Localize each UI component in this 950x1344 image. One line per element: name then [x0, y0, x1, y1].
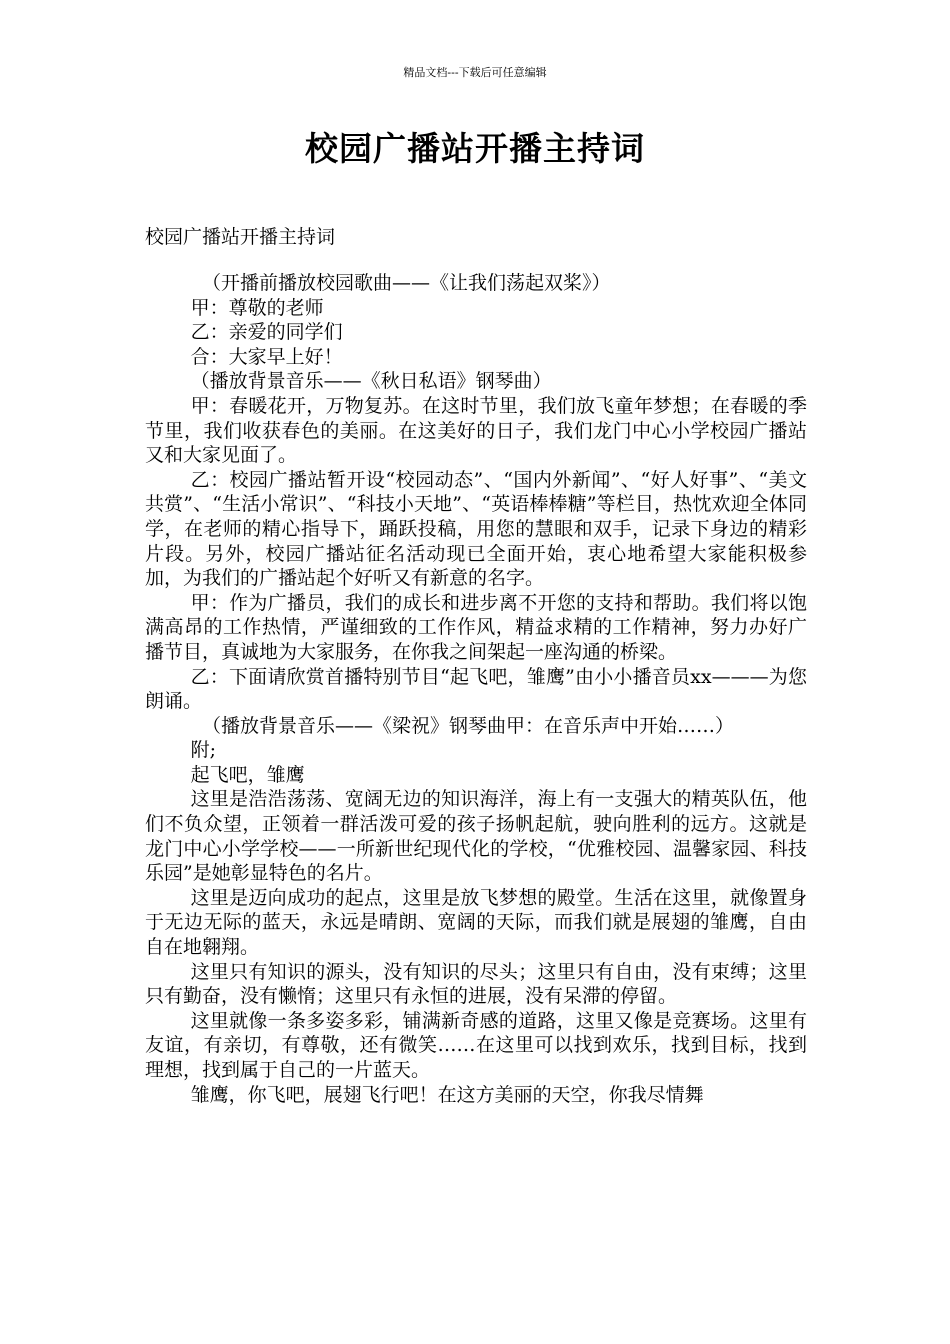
paragraph: 这里是迈向成功的起点，这里是放飞梦想的殿堂。生活在这里，就像置身于无边无际的蓝天，永远是晴朗、宽阔的天际，而我们就是展翅的雏鹰，自由自在地翱翔。 [145, 886, 807, 959]
paragraph: 雏鹰，你飞吧，展翅飞行吧！在这方美丽的天空，你我尽情舞 [190, 1083, 704, 1106]
paragraph-line: 合：大家早上好！ [190, 345, 343, 368]
paragraph: 这里就像一条多姿多彩，铺满新奇感的道路，这里又像是竞赛场。这里有友谊，有亲切，有尊敬，还有微笑……在这里可以找到欢乐，找到目标，找到理想，找到属于自己的一片蓝天。 [145, 1009, 807, 1081]
paragraph: 这里是浩浩荡荡、宽阔无边的知识海洋，海上有一支强大的精英队伍，他们不负众望，正领着一群活泼可爱的孩子扬帆起航，驶向胜利的远方。这就是龙门中心小学学校——一所新世纪现代化的学校，“优雅校园、温馨家园、科技乐园”是她彰显特色的名片。 [145, 788, 807, 885]
paragraph-stage-cue: （开播前播放校园歌曲——《让我们荡起双桨》） [202, 272, 611, 294]
paragraph: 乙：下面请欣赏首播特别节目“起飞吧，雏鹰”由小小播音员xx———为您朗诵。 [145, 665, 807, 713]
document-body [145, 271, 807, 1107]
paragraph-poem-title: 起飞吧，雏鹰 [190, 763, 305, 786]
paragraph: 甲：作为广播员，我们的成长和进步离不开您的支持和帮助。我们将以饱满高昂的工作热情，严谨细致的工作作风，精益求精的工作精神，努力办好广播节目，真诚地为大家服务，在你我之间架起一座沟通的桥梁。 [145, 591, 807, 663]
paragraph-line: 甲：尊敬的老师 [190, 296, 324, 319]
paragraph: 甲：春暖花开，万物复苏。在这时节里，我们放飞童年梦想；在春暖的季节里，我们收获春色的美丽。在这美好的日子，我们龙门中心小学校园广播站又和大家见面了。 [145, 394, 807, 467]
paragraph-stage-cue: （播放背景音乐——《秋日私语》钢琴曲） [190, 370, 552, 393]
paragraph: 这里只有知识的源头，没有知识的尽头；这里只有自由，没有束缚；这里只有勤奋，没有懒惰；这里只有永恒的进展，没有呆滞的停留。 [145, 960, 807, 1008]
paragraph-line: 乙：亲爱的同学们 [190, 321, 343, 344]
header-note: 精品文档---下载后可任意编辑 [403, 66, 547, 79]
document-subtitle: 校园广播站开播主持词 [145, 226, 336, 248]
document-title: 校园广播站开播主持词 [305, 129, 645, 168]
paragraph-appendix-label: 附; [190, 739, 216, 762]
paragraph-stage-cue: （播放背景音乐——《梁祝》钢琴曲甲：在音乐声中开始……） [202, 714, 735, 737]
paragraph: 乙：校园广播站暂开设“校园动态”、“国内外新闻”、“好人好事”、“美文共赏”、“生活小常识”、“科技小天地”、“英语棒棒糖”等栏目，热忱欢迎全体同学，在老师的精心指导下，踊跃投稿，用您的慧眼和双手，记录下身边的精彩片段。另外，校园广播站征名活动现已全面开始，衷心地希望大家能积极参加，为我们的广播站起个好听又有新意的名字。 [145, 468, 807, 590]
